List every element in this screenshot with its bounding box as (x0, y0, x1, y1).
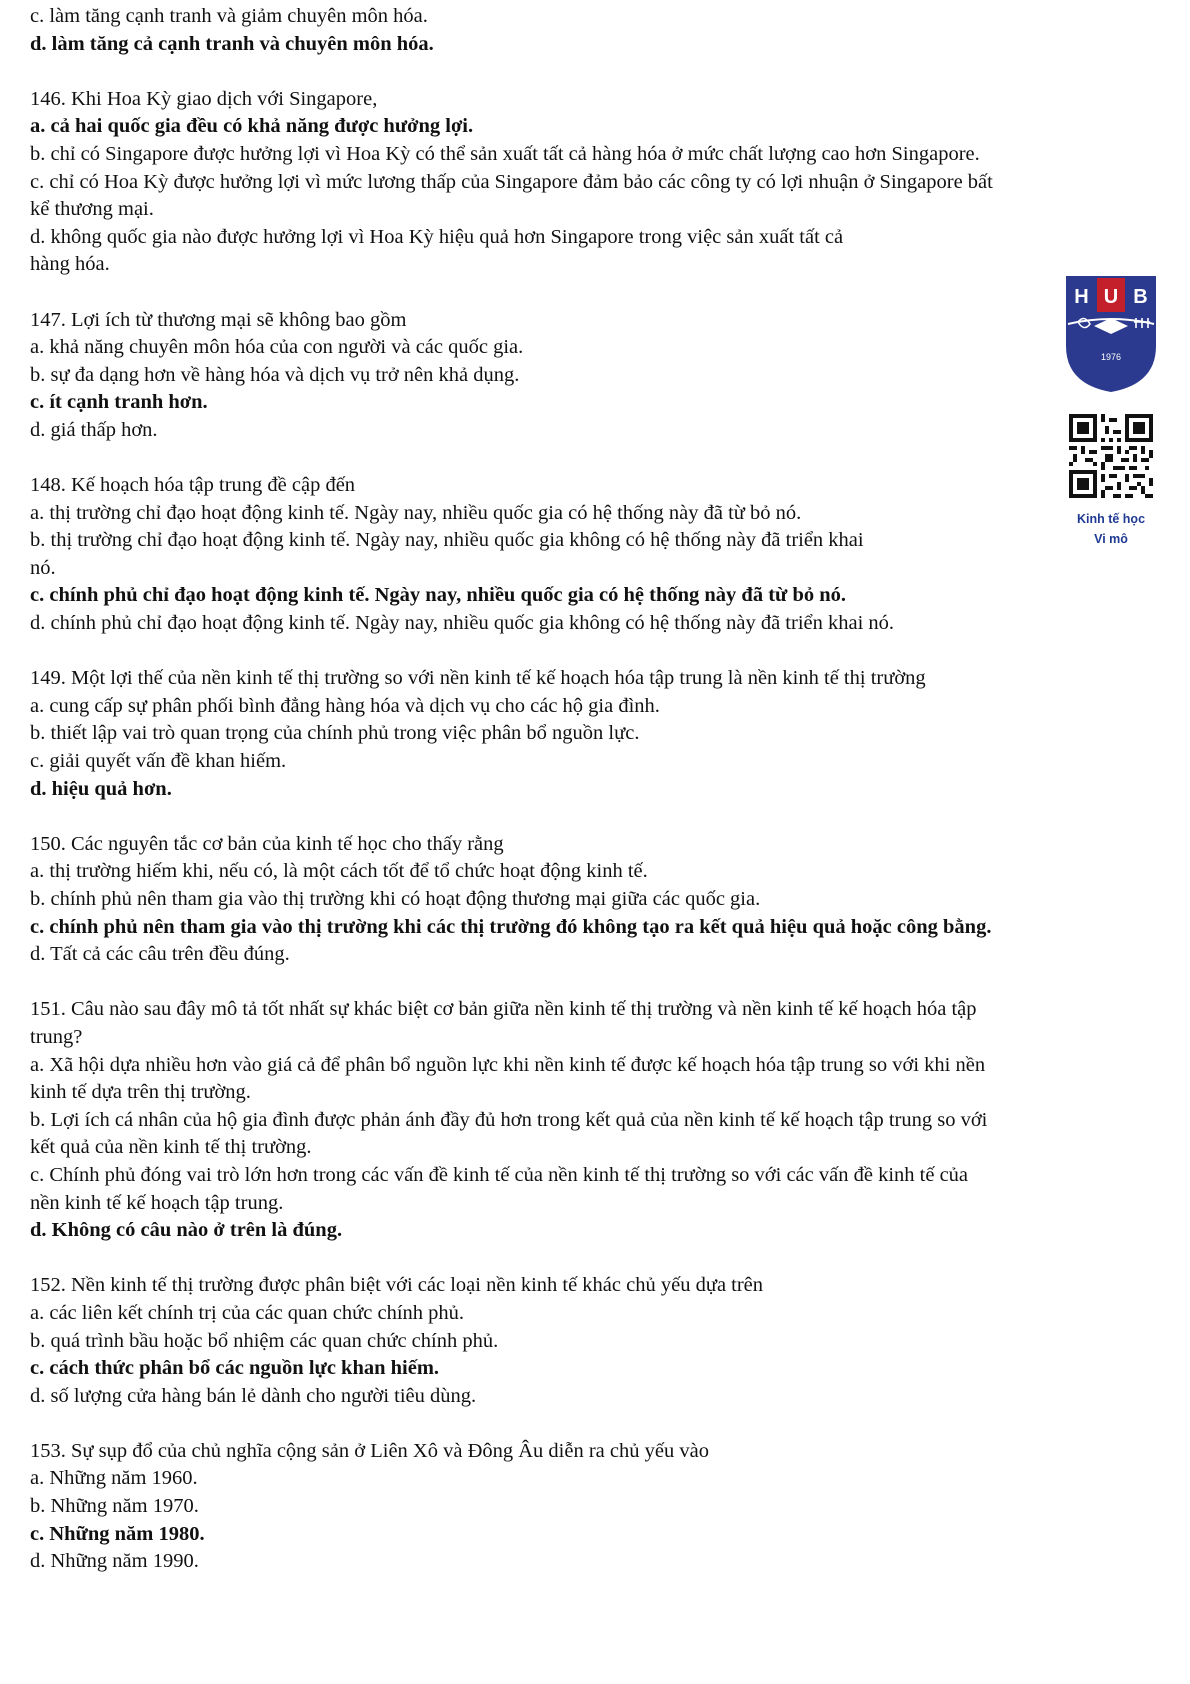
subject-sublabel: Vi mô (1094, 532, 1128, 546)
text-line: 148. Kế hoạch hóa tập trung đề cập đến (30, 474, 356, 497)
paragraph-gap (30, 58, 1170, 86)
text-line: d. Tất cả các câu trên đều đúng. (30, 943, 290, 966)
text-line: a. Xã hội dựa nhiều hơn vào giá cả để phân bổ nguồn lực khi nền kinh tế được kế hoạch hóa tập trung so với khi nền (30, 1053, 986, 1076)
paragraph-gap (30, 638, 1170, 666)
answer-line-correct: a. cả hai quốc gia đều có khả năng được hưởng lợi. (30, 115, 474, 138)
paragraph-gap (30, 445, 1170, 473)
text-line: 152. Nền kinh tế thị trường được phân biệt với các loại nền kinh tế khác chủ yếu dựa trên (30, 1274, 764, 1297)
answer-line-correct: c. chính phủ chỉ đạo hoạt động kinh tế. Ngày nay, nhiều quốc gia có hệ thống này đã từ bỏ nó. (30, 584, 847, 607)
text-line: b. quá trình bầu hoặc bổ nhiệm các quan chức chính phủ. (30, 1329, 499, 1352)
document-page (30, 3, 1170, 1576)
paragraph-gap (30, 969, 1170, 997)
text-line: 149. Một lợi thế của nền kinh tế thị trường so với nền kinh tế kế hoạch hóa tập trung là nền kinh tế thị trường (30, 667, 926, 690)
text-line: nền kinh tế kế hoạch tập trung. (30, 1191, 284, 1214)
text-line: 151. Câu nào sau đây mô tả tốt nhất sự khác biệt cơ bản giữa nền kinh tế thị trường và nền kinh tế kế hoạch hóa tập (30, 998, 977, 1021)
text-line: kinh tế dựa trên thị trường. (30, 1081, 251, 1104)
text-line: trung? (30, 1025, 83, 1048)
text-line: b. Những năm 1970. (30, 1495, 199, 1518)
answer-line-correct: c. ít cạnh tranh hơn. (30, 391, 208, 414)
answer-line-correct: d. làm tăng cả cạnh tranh và chuyên môn hóa. (30, 32, 434, 55)
text-line: a. Những năm 1960. (30, 1467, 198, 1490)
text-line: a. các liên kết chính trị của các quan chức chính phủ. (30, 1301, 465, 1324)
text-line: d. Những năm 1990. (30, 1550, 199, 1573)
qr-code-icon (1069, 414, 1153, 498)
text-line: b. Lợi ích cá nhân của hộ gia đình được phản ánh đầy đủ hơn trong kết quả của nền kinh tế kế hoạch tập trung so với (30, 1108, 988, 1131)
text-line: 147. Lợi ích từ thương mại sẽ không bao gồm (30, 308, 407, 331)
answer-line-correct: d. hiệu quả hơn. (30, 777, 172, 800)
logo-letter-u: U (1103, 286, 1119, 308)
paragraph-gap (30, 279, 1170, 307)
answer-line-correct: d. Không có câu nào ở trên là đúng. (30, 1219, 343, 1242)
text-line: 150. Các nguyên tắc cơ bản của kinh tế học cho thấy rằng (30, 832, 504, 855)
text-line: b. thị trường chỉ đạo hoạt động kinh tế. Ngày nay, nhiều quốc gia không có hệ thống này đã triển khai (30, 529, 864, 552)
text-line: 153. Sự sụp đổ của chủ nghĩa cộng sản ở Liên Xô và Đông Âu diễn ra chủ yếu vào (30, 1439, 709, 1462)
text-line: b. chỉ có Singapore được hưởng lợi vì Hoa Kỳ có thể sản xuất tất cả hàng hóa ở mức chất lượng cao hơn Singapore. (30, 142, 980, 165)
text-line: c. làm tăng cạnh tranh và giảm chuyên môn hóa. (30, 5, 428, 27)
paragraph-gap (30, 1245, 1170, 1273)
text-line: kết quả của nền kinh tế thị trường. (30, 1136, 312, 1159)
text-line: c. Chính phủ đóng vai trò lớn hơn trong các vấn đề kinh tế của nền kinh tế thị trường so với các vấn đề kinh tế của (30, 1163, 969, 1186)
text-line: a. thị trường chỉ đạo hoạt động kinh tế. Ngày nay, nhiều quốc gia có hệ thống này đã từ bỏ nó. (30, 501, 802, 524)
text-line: kể thương mại. (30, 198, 154, 221)
text-line: a. cung cấp sự phân phối bình đẳng hàng hóa và dịch vụ cho các hộ gia đình. (30, 694, 660, 717)
text-line: a. thị trường hiếm khi, nếu có, là một cách tốt để tổ chức hoạt động kinh tế. (30, 860, 648, 883)
logo-year: 1976 (1100, 352, 1122, 362)
subject-label: Kinh tế học (1076, 512, 1146, 526)
text-line: a. khả năng chuyên môn hóa của con người và các quốc gia. (30, 336, 524, 359)
text-line: c. giải quyết vấn đề khan hiếm. (30, 750, 287, 773)
text-line: nó. (30, 556, 56, 579)
university-logo (1064, 274, 1158, 394)
paragraph-gap (30, 1410, 1170, 1438)
text-line: hàng hóa. (30, 253, 110, 276)
text-line: c. chỉ có Hoa Kỳ được hưởng lợi vì mức lương thấp của Singapore đảm bảo các công ty có lợi nhuận ở Singapore bất (30, 170, 993, 193)
answer-line-correct: c. Những năm 1980. (30, 1522, 205, 1545)
answer-line-correct: c. chính phủ nên tham gia vào thị trường khi các thị trường đó không tạo ra kết quả hiệu quả hoặc công bằng. (30, 915, 992, 938)
text-line: d. không quốc gia nào được hưởng lợi vì Hoa Kỳ hiệu quả hơn Singapore trong việc sản xuất tất cả (30, 225, 844, 248)
text-line: 146. Khi Hoa Kỳ giao dịch với Singapore, (30, 87, 378, 110)
text-line: d. chính phủ chỉ đạo hoạt động kinh tế. Ngày nay, nhiều quốc gia không có hệ thống này đã triển khai nó. (30, 612, 895, 635)
logo-letter-b: B (1133, 286, 1148, 308)
text-line: d. giá thấp hơn. (30, 418, 158, 441)
text-line: b. chính phủ nên tham gia vào thị trường khi có hoạt động thương mại giữa các quốc gia. (30, 888, 761, 910)
answer-line-correct: c. cách thức phân bổ các nguồn lực khan hiếm. (30, 1357, 440, 1380)
text-line: b. thiết lập vai trò quan trọng của chính phủ trong việc phân bổ nguồn lực. (30, 722, 640, 745)
paragraph-gap (30, 803, 1170, 831)
text-line: b. sự đa dạng hơn về hàng hóa và dịch vụ trở nên khả dụng. (30, 363, 520, 386)
logo-letter-h: H (1074, 286, 1089, 308)
text-line: d. số lượng cửa hàng bán lẻ dành cho người tiêu dùng. (30, 1384, 477, 1407)
